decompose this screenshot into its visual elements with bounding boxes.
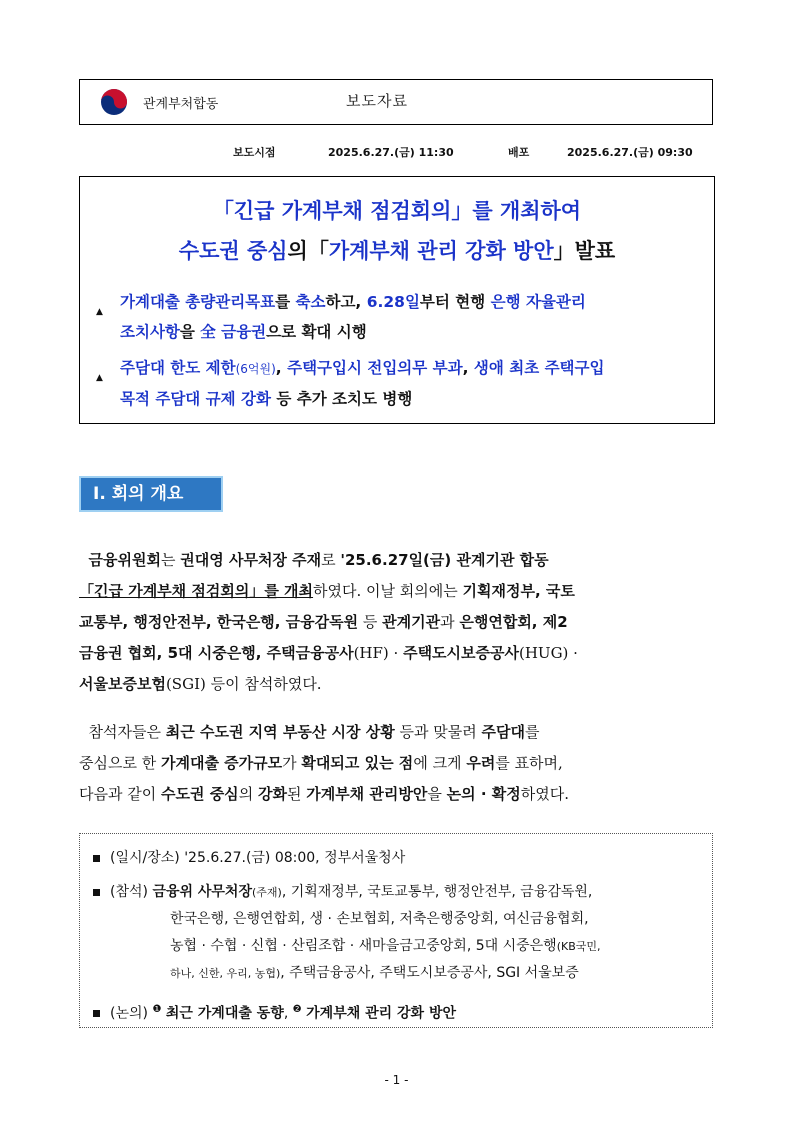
bullet-part: 은행 자율관리 (490, 293, 586, 311)
release-label: 배포 (508, 146, 530, 159)
para-part: 수도권 중심 (161, 785, 239, 803)
para-part: '25.6.27일(금) 관계기관 합동 (340, 551, 549, 569)
para-part: 등 (358, 613, 383, 631)
section-heading: Ⅰ. 회의 개요 (79, 476, 223, 512)
info-value: , (283, 1005, 293, 1022)
para-part: 가계대출 증가규모 (161, 754, 283, 772)
info-value: 하나, 신한, 우리, 농협) (170, 967, 281, 980)
info-attendees (93, 879, 592, 906)
title-part: 」발표 (553, 239, 616, 263)
title-part: 의「 (287, 239, 329, 263)
square-bullet-icon (93, 889, 100, 896)
number-one-icon: ❶ (152, 1004, 162, 1015)
summary-bullet-2 (96, 353, 708, 414)
triangle-bullet-icon: ▲ (96, 307, 103, 317)
info-label: (참석) (110, 884, 148, 900)
org-name: 관계부처합동 (143, 97, 219, 112)
para-part: 의 (238, 785, 258, 803)
bullet-part: 를 (275, 293, 296, 311)
bullet-part: 全 금융권 (200, 323, 267, 341)
info-attendees-4 (170, 960, 579, 987)
para-part: 에 크게 (413, 754, 467, 772)
bullet-part: 가계대출 총량관리목표 (120, 293, 276, 311)
bullet-text (120, 353, 708, 414)
info-value: '25.6.27.(금) 08:00, 정부서울청사 (184, 850, 406, 866)
info-value: , 주택금융공사, 주택도시보증공사, SGI 서울보증 (280, 965, 579, 981)
para-part: 기획재정부, 국토 (462, 582, 575, 600)
bullet-part: (6억원) (235, 362, 276, 376)
para-part: 교통부, 행정안전부, 한국은행, 금융감독원 (79, 613, 359, 631)
para-part: (HF) · (353, 644, 404, 662)
para-part: 된 (286, 785, 307, 803)
bullet-part: 생애 최초 주택구입 (473, 359, 605, 377)
para-part: (HUG) · (519, 644, 578, 662)
bullet-part: 조치사항 (120, 323, 180, 341)
info-value: 금융위 사무처장 (152, 884, 252, 900)
bullet-part: 부터 현행 (419, 293, 491, 311)
para-part: 주택도시보증공사 (403, 644, 519, 662)
info-value: 가계부채 관리 강화 방안 (306, 1005, 457, 1022)
paragraph-2 (79, 717, 715, 810)
title-part: 수도권 중심 (178, 239, 288, 263)
para-part: 과 (440, 613, 460, 631)
page-number: - 1 - (384, 1073, 409, 1087)
para-part: 금융권 협회, 5대 시중은행, 주택금융공사 (79, 644, 354, 662)
para-part: 「긴급 가계부채 점검회의」를 개최 (79, 582, 314, 600)
bullet-part: 으로 확대 시행 (266, 323, 367, 341)
para-part: 는 (161, 551, 181, 569)
number-two-icon: ❷ (292, 1004, 302, 1015)
para-part: 강화 (257, 785, 287, 803)
info-when (93, 845, 405, 872)
para-part: 은행연합회, 제2 (459, 613, 568, 631)
summary-bullet-1 (96, 287, 708, 347)
paragraph-1 (79, 545, 715, 700)
summary-title-line1: 「긴급 가계부채 점검회의」를 개최하여 (212, 199, 582, 223)
bullet-part: , (275, 359, 288, 377)
para-part: 주담대 (481, 723, 525, 741)
para-part: 권대영 사무처장 주재 (180, 551, 322, 569)
para-part: 관계기관 (382, 613, 441, 631)
bullet-part: 등 추가 조치도 병행 (270, 390, 413, 408)
summary-title-line2 (79, 235, 715, 265)
release-value: 2025.6.27.(금) 09:30 (567, 146, 693, 159)
para-part: 하였다. (520, 785, 569, 803)
para-part: 하였다. 이날 회의에는 (313, 582, 463, 600)
bullet-part: 주택구입시 전입의무 부과 (287, 359, 463, 377)
square-bullet-icon (93, 855, 100, 862)
bullet-part: 목적 주담대 규제 강화 (120, 390, 271, 408)
bullet-part: , (462, 359, 474, 377)
info-label: (일시/장소) (110, 850, 180, 866)
para-part: 가계부채 관리방안 (306, 785, 428, 803)
info-value: (주재) (251, 886, 282, 899)
bullet-part: 주담대 한도 제한 (120, 359, 236, 377)
para-part: 다음과 같이 (79, 785, 161, 803)
para-part: (SGI) 등이 참석하였다. (165, 675, 322, 693)
embargo-value: 2025.6.27.(금) 11:30 (328, 146, 454, 159)
para-part: 최근 수도권 지역 부동산 시장 상황 (165, 723, 395, 741)
info-value: (KB국민, (556, 940, 601, 953)
bullet-part: 하고, (325, 293, 367, 311)
para-part: 금융위원회 (88, 551, 161, 569)
para-part: 우려 (466, 754, 496, 772)
triangle-bullet-icon: ▲ (96, 373, 103, 383)
para-part: 중심으로 한 (79, 754, 161, 772)
info-value: 최근 가계대출 동향 (165, 1005, 284, 1022)
info-value: , 기획재정부, 국토교통부, 행정안전부, 금융감독원, (281, 884, 593, 900)
info-label: (논의) (110, 1005, 148, 1022)
bullet-part: 6.28일 (366, 293, 420, 311)
para-part: 서울보증보험 (79, 675, 166, 693)
para-part: 를 표하며, (495, 754, 563, 772)
info-attendees-3 (170, 933, 601, 960)
para-part: 확대되고 있는 점 (301, 754, 414, 772)
bullet-text (120, 287, 708, 347)
info-value: 농협 · 수협 · 신협 · 산림조합 · 새마을금고중앙회, 5대 시중은행 (170, 938, 557, 954)
bullet-part: 축소 (295, 293, 326, 311)
title-part: 가계부채 관리 강화 방안 (328, 239, 554, 263)
para-part: 을 (427, 785, 447, 803)
para-part: 논의 · 확정 (446, 785, 521, 803)
info-agenda (93, 996, 456, 1028)
bullet-part: 을 (179, 323, 201, 341)
info-attendees-2: 한국은행, 은행연합회, 생 · 손보협회, 저축은행중앙회, 여신금융협회, (170, 911, 589, 927)
embargo-label: 보도시점 (233, 146, 276, 159)
doc-type: 보도자료 (346, 92, 408, 110)
government-logo-icon (100, 88, 128, 116)
para-part: 로 (321, 551, 341, 569)
para-part: 를 (525, 723, 540, 741)
para-part: 등과 맞물려 (394, 723, 482, 741)
square-bullet-icon (93, 1010, 100, 1017)
para-part: 가 (282, 754, 302, 772)
para-part: 참석자들은 (88, 723, 166, 741)
